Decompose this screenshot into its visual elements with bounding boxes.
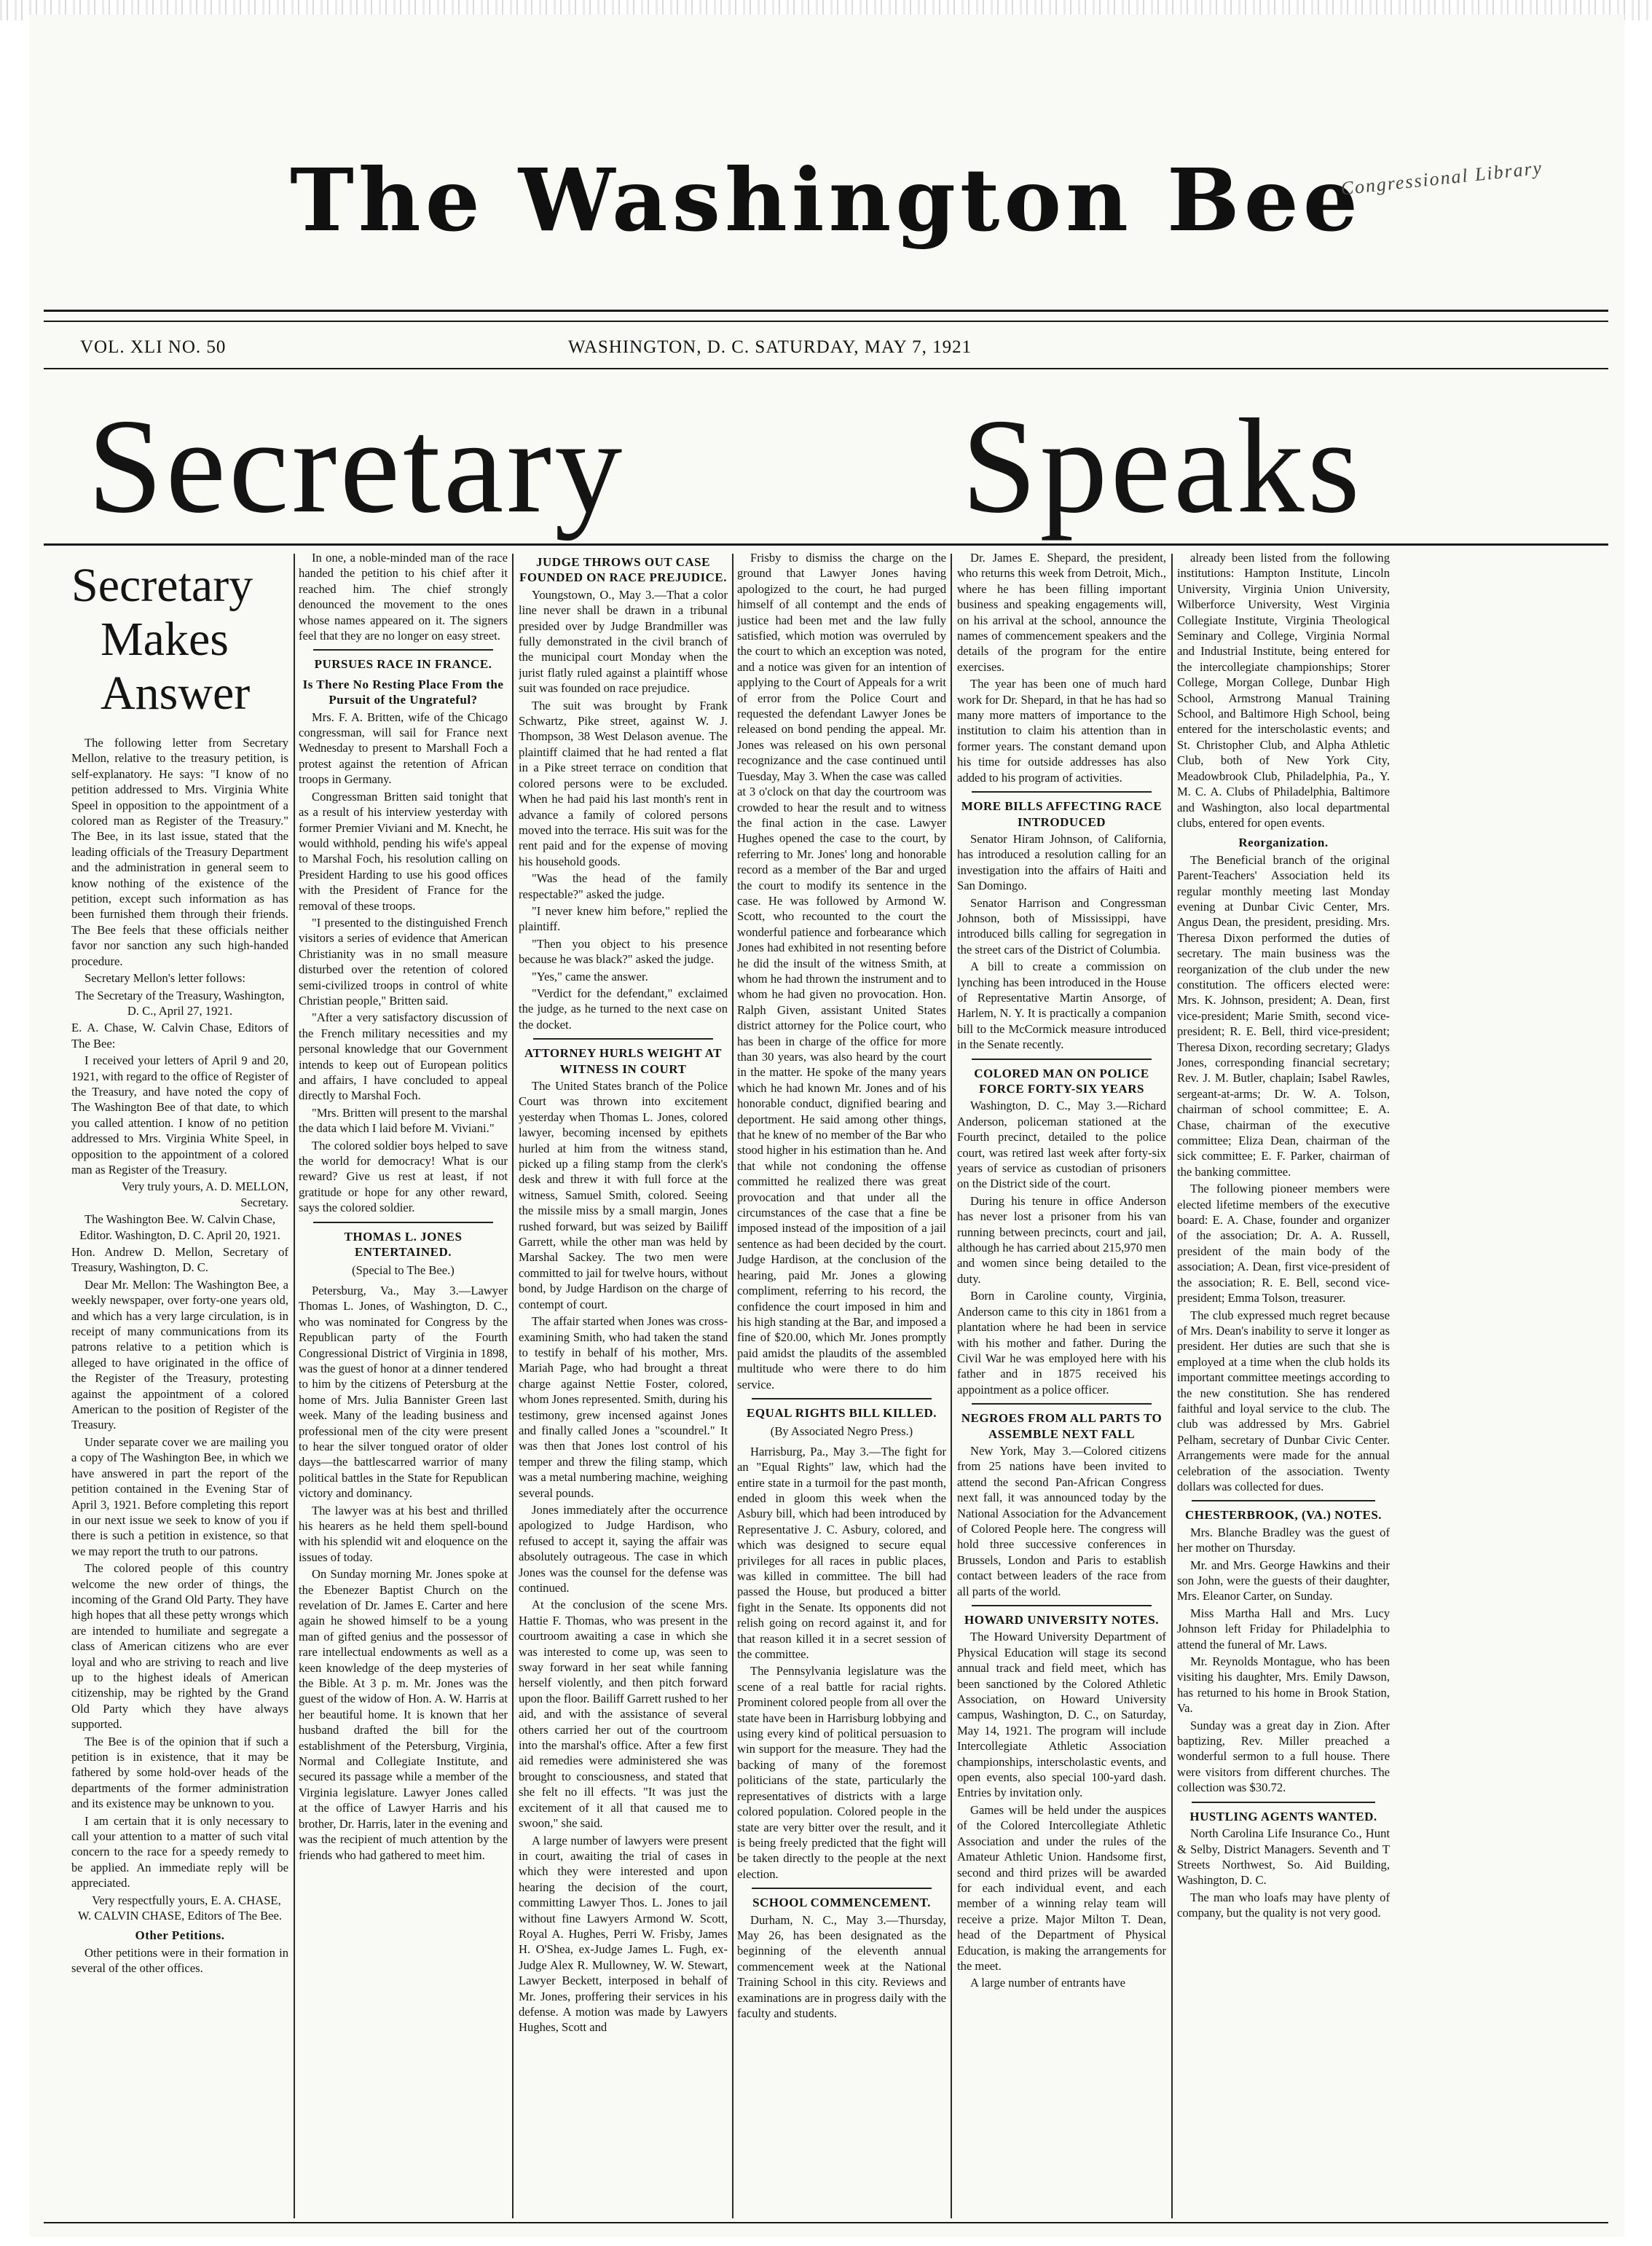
- paragraph: Youngstown, O., May 3.—That a color line never shall be drawn in a tribunal presided over by Judge Brandmiller was fully demonstrated in the civil branch of the municipal court Monday when the jurist flatly ruled against a plaintiff whose suit was founded on race prejudice.: [519, 587, 728, 696]
- letter-signature: Very respectfully yours, E. A. CHASE, W. CALVIN CHASE, Editors of The Bee.: [77, 1893, 283, 1923]
- paragraph: Petersburg, Va., May 3.—Lawyer Thomas L. Jones, of Washington, D. C., who was nominated for Congress by the Republican party of the Fourth Congressional District of Virginia in 1898, was the guest of honor at a dinner tendered to him by the citizens of Petersburg at the home of Mrs. Julia Bannister Green last week. Many of the leading business and professional men of the city were present to hear the silver tongued orator of older days—the battlescarred warrior of many political battles in the State for Republican victory and dominancy.: [299, 1283, 508, 1501]
- paragraph: Durham, N. C., May 3.—Thursday, May 26, has been designated as the beginning of the eleventh annual commencement week at the National Training School in this city. Reviews and examinations are in progress daily with the faculty and students.: [737, 1912, 946, 2020]
- story-subhead: (By Associated Negro Press.): [770, 1424, 913, 1439]
- paragraph: The affair started when Jones was cross-examining Smith, who had taken the stand to testify in behalf of his mother, Mrs. Mariah Page, who had brought a threat charge against Nettie Foster, colored, whom Jones represented. Smith, during his testimony, grew incensed against Jones and finally called Jones a "scoundrel." It was then that Jones lost control of his temper and threw the filing stamp, which was a metal numbering machine, weighing several pounds.: [519, 1314, 728, 1500]
- story-headline: PURSUES RACE IN FRANCE.: [314, 657, 492, 672]
- story-headline: HUSTLING AGENTS WANTED.: [1189, 1809, 1377, 1823]
- story-headline: EQUAL RIGHTS BILL KILLED.: [747, 1405, 937, 1420]
- paragraph: Miss Martha Hall and Mrs. Lucy Johnson left Friday for Philadelphia to attend the funeral of Mr. Laws.: [1177, 1606, 1390, 1652]
- paragraph: Secretary Mellon's letter follows:: [84, 971, 245, 986]
- story-divider: [533, 1038, 713, 1040]
- paragraph: Harrisburg, Pa., May 3.—The fight for an "Equal Rights" law, which had the entire state in a turmoil for the past month, ended in gloom this week when the Asbury bill, which had been introduced by Representative J. C. Asbury, colored, and which was designed to secure equal privileges for all races in public places, was killed in committee. The bill had passed the House, but produced a bitter fight in the Senate. Its opponents did not relish going on record against it, and for that reason killed it in a secret session of the committee.: [737, 1444, 946, 1662]
- paragraph: Mrs. Blanche Bradley was the guest of her mother on Thursday.: [1177, 1525, 1390, 1555]
- library-stamp: Congressional Library: [1340, 157, 1544, 200]
- paragraph: The Beneficial branch of the original Parent-Teachers' Association held its regular monthly meeting last Monday evening at Dunbar Civic Center, Mrs. Angus Dean, the president, presiding. Mrs. Theresa Dixon performed the duties of secretary. The main business was the reorganization of the club under the new constitution. The officers elected were: Mrs. K. Johnson, president; A. Dean, first vice-president; Marie Smith, second vice-president; R. E. Bell, third vice-president; Theresa Dixon, recording secretary; Gladys Jones, corresponding financial secretary; Rev. J. M. Butler, chaplain; Isabel Rawles, sergeant-at-arms; Dr. W. A. Tolson, chairman of school committee; E. A. Chase, chairman of the executive committee; Eliza Dean, chairman of the sick committee; E. F. Parker, chairman of the banking committee.: [1177, 852, 1390, 1179]
- column-1: [71, 550, 288, 2218]
- story-headline: JUDGE THROWS OUT CASE FOUNDED ON RACE PREJUDICE.: [519, 555, 727, 585]
- paragraph: Sunday was a great day in Zion. After baptizing, Rev. Miller preached a wonderful sermon to a full house. There were visitors from different churches. The collection was $30.72.: [1177, 1718, 1390, 1795]
- paragraph: North Carolina Life Insurance Co., Hunt & Selby, District Managers. Seventh and T Streets Northwest, So. Aid Building, Washington, D. C.: [1177, 1826, 1390, 1888]
- masthead-rule-thin: [44, 321, 1608, 322]
- paragraph: The year has been one of much hard work for Dr. Shepard, in that he has had so many more matters of importance to the institution to claim his attention than in former years. The constant demand upon his time for outside addresses has also added to his program of activities.: [957, 677, 1166, 785]
- column-rule: [951, 554, 952, 2218]
- letter-heading: The Secretary of the Treasury, Washington, D. C., April 27, 1921.: [75, 988, 285, 1018]
- paragraph: During his tenure in office Anderson has never lost a prisoner from his van running between precincts, court and jail, although he has carried about 215,970 men and women since being detailed to the duty.: [957, 1193, 1166, 1286]
- paragraph: The following letter from Secretary Mellon, relative to the treasury petition, is self-explanatory. He says: "I know of no petition addressed to Mrs. Virginia White Speel in opposition to the appointment of a colored man as Register of the Treasury." The Bee, in its last issue, stated that the leading officials of the Treasury Department and the administration in general seem to know nothing of the existence of the petition, except such information as has been furnished them through their friends. The Bee feels that these officials neither favor nor sanction any such high-handed procedure.: [71, 736, 288, 968]
- paragraph: Born in Caroline county, Virginia, Anderson came to this city in 1861 from a plantation where he had been in service with his mother and father. During the Civil War he was employed here with his father and in 1875 received his appointment as a police officer.: [957, 1289, 1166, 1397]
- paragraph: "Verdict for the defendant," exclaimed the judge, as he turned to the next case on the docket.: [519, 986, 728, 1032]
- column-rule: [294, 554, 295, 2218]
- page-bottom-rule: [44, 2222, 1608, 2223]
- paragraph: New York, May 3.—Colored citizens from 25 nations have been invited to attend the second Pan-African Congress next fall, it was announced today by the National Association for the Advancement of Colored People here. The congress will hold three successive conferences in Brussels, London and Paris to establish contact between leaders of the race from all parts of the world.: [957, 1443, 1166, 1598]
- paragraph: Games will be held under the auspices of the Colored Intercollegiate Athletic Association and under the rules of the Amateur Athletic Union. Handsome first, second and third prizes will be awarded for each individual event, and each member of a winning relay team will receive a prize. Major Milton T. Dean, head of the Department of Physical Education, is making the arrangements for the meet.: [957, 1802, 1166, 1973]
- paragraph: "Then you object to his presence because he was black?" asked the judge.: [519, 936, 728, 967]
- story-divider: [752, 1398, 932, 1399]
- story-divider: [313, 1222, 493, 1223]
- dateline: WASHINGTON, D. C. SATURDAY, MAY 7, 1921: [568, 337, 972, 357]
- column-4: [737, 550, 946, 2218]
- paragraph: "Yes," came the answer.: [532, 969, 648, 983]
- paragraph: The suit was brought by Frank Schwartz, Pike street, against W. J. Thompson, 38 West Delason avenue. The plaintiff claimed that he had rented a flat in a Pike street terrace on condition that colored persons were to be excluded. When he had paid his last month's rent in advance a family of colored persons moved into the terrace. His suit was for the rent paid and for the expense of moving his household goods.: [519, 698, 728, 868]
- story-headline: CHESTERBROOK, (VA.) NOTES.: [1184, 1508, 1382, 1523]
- article-headline-line2: Makes Answer: [101, 613, 251, 720]
- paragraph: Congressman Britten said tonight that as a result of his interview yesterday with former Premier Viviani and M. Knecht, he would withhold, pending his wife's appeal to Marshal Foch, his resolution calling on President Harding to use his good offices with the President of France for the removal of these troops.: [299, 789, 508, 913]
- column-3: [519, 550, 728, 2218]
- article-headline: [71, 559, 288, 720]
- dateline-rule: [44, 368, 1608, 369]
- column-5: [957, 550, 1166, 2218]
- letter-salutation: E. A. Chase, W. Calvin Chase, Editors of The Bee:: [71, 1021, 288, 1051]
- paragraph: already been listed from the following institutions: Hampton Institute, Lincoln University, Virginia Union University, Wilberforce University, West Virginia Collegiate Institute, Virginia Theological Seminary and College, Virginia Normal and Industrial Institute, being entered for the intercollegiate championships; Storer College, Morgan College, Dunbar High School, Armstrong Manual Training School, and Baltimore High School, being entered for the interscholastic events; and St. Christopher Club, and Alpha Athletic Club, both of New York City, Meadowbrook Club, Philadelphia, Pa., Y. M. C. A. Clubs of Philadelphia, Baltimore and Washington, also local departmental clubs, entered for open events.: [1177, 551, 1390, 830]
- story-divider: [972, 1403, 1152, 1405]
- story-divider: [313, 649, 493, 651]
- paragraph: Mrs. F. A. Britten, wife of the Chicago congressman, will sail for France next Wednesday to present to Marshall Foch a protest against the retention of African troops in Germany.: [299, 710, 508, 787]
- paragraph: Washington, D. C., May 3.—Richard Anderson, policeman stationed at the Fourth precinct, detailed to the police court, was retired last week after forty-six years of service as custodian of prisoners on the District side of the court.: [957, 1099, 1166, 1191]
- paragraph: The colored soldier boys helped to save the world for democracy! What is our reward? Give us rest at least, if not gratitude or hope for any other reward, says the colored soldier.: [299, 1138, 508, 1215]
- paragraph: I received your letters of April 9 and 20, 1921, with regard to the office of Register of the Treasury, and have noted the copy of The Washington Bee of that date, to which you called attention. I know of no petition addressed to Mrs. Virginia White Speel, in opposition to the appointment of a colored man as Register of the Treasury.: [71, 1053, 288, 1177]
- paragraph: Frisby to dismiss the charge on the ground that Lawyer Jones having apologized to the court, he had purged himself of all contempt and the ends of justice had been met and the law fully satisfied, which motion was overruled by the court to which an exception was noted, and a notice was given for an intention of applying to the Court of Appeals for a writ of error from the Police Court and requested the defendant Lawyer Jones be released on bond pending the appeal. Mr. Jones was released on his own personal recognizance and the case continued until Tuesday, May 3. When the case was called at 3 o'clock on that day the courtroom was crowded to hear the result and to witness the final action in the case. Lawyer Hughes opened the case to the court, by referring to Mr. Jones' long and honorable record as a member of the Bar and urged the court to modify its sentence in the case. He was followed by Armond W. Scott, who recounted to the court the wonderful patience and forbearance which Jones had exhibited in not resenting before he did the insult of the witness Smith, at whom he had thrown the instrument and to whom he had given no provocation. Hon. Ralph Given, assistant United States district attorney for the Police court, who has been in charge of the office for more than 30 years, was also heard by the court in the matter. He spoke of the many years which he had known Mr. Jones and of his honorable conduct, dignified bearing and deportment. He said among other things, that he knew of no member of the Bar who stood higher in his estimation than he. And that while not condoning the offense committed he realized there was great provocation and that under all the circumstances of the case that a fine be imposed instead of the imposition of a jail sentence as had been decided by the court. Judge Hardison, at the conclusion of the hearing, paid Mr. Jones a glowing compliment, referring to his record, the confidence the court imposed in him and his high standing at the Bar, and imposed a fine of $20.00, which Mr. Jones promptly paid amidst the plaudits of the assembled multitude who were there to do him service.: [737, 551, 946, 1391]
- paragraph: The colored people of this country welcome the new order of things, the incoming of the Grand Old Party. They have high hopes that all these petty wrongs which are intended to humiliate and segregate a class of American citizens who are ever loyal and who are striving to reach and live up to the highest ideals of American citizenship, may be righted by the Grand Old Party which they have always supported.: [71, 1561, 288, 1732]
- paragraph: The lawyer was at his best and thrilled his hearers as he held them spell-bound with his splendid wit and eloquence on the issues of today.: [299, 1503, 508, 1564]
- paragraph: "After a very satisfactory discussion of the French military necessities and my personal knowledge that our Government intends to keep out of European politics and affairs, I have concluded to appeal directly to Marshal Foch.: [299, 1010, 508, 1103]
- story-headline: COLORED MAN ON POLICE FORCE FORTY-SIX YEARS: [974, 1066, 1149, 1096]
- paragraph: Senator Harrison and Congressman Johnson, both of Mississippi, have introduced bills calling for segregation in the street cars of the District of Columbia.: [957, 895, 1166, 957]
- column-rule: [512, 554, 514, 2218]
- paragraph: In one, a noble-minded man of the race handed the petition to his chief after it reached him. The chief strongly denounced the movement to the ones whose names appeared on it. The signers feel that they are no longer on easy street.: [299, 551, 508, 643]
- paragraph: At the conclusion of the scene Mrs. Hattie F. Thomas, who was present in the courtroom awaiting a case in which she was interested to come up, was seen to sway forward in her seat while fanning herself violently, and then pitch forward upon the floor. Bailiff Garrett rushed to her aid, and with the assistance of several others carried her out of the courtroom into the marshal's office. After a few first aid remedies were administered she was brought to consciousness, and stated that she felt no ill effects. "It was just the excitement of it all that caused me to swoon," she said.: [519, 1598, 728, 1831]
- story-headline: ATTORNEY HURLS WEIGHT AT WITNESS IN COURT: [524, 1046, 722, 1076]
- paragraph: Mr. and Mrs. George Hawkins and their son John, were the guests of their daughter, Mrs. Eleanor Carter, on Sunday.: [1177, 1558, 1390, 1603]
- paragraph: Dear Mr. Mellon: The Washington Bee, a weekly newspaper, over forty-one years old, and which has a very large circulation, is in receipt of many communications from its patrons relative to a petition which is alleged to have originated in the office of the Register of the Treasury, protesting against the appointment of a colored American to the position of Register of the Treasury.: [71, 1277, 288, 1432]
- paragraph: Jones immediately after the occurrence apologized to Judge Hardison, who refused to accept it, saying the affair was absolutely outrageous. The case in which Jones was the counsel for the defense was continued.: [519, 1502, 728, 1595]
- paragraph: "I presented to the distinguished French visitors a series of evidence that American Christianity was in no small measure disturbed over the retention of colored semi-civilized troops in control of white Christian people," Britten said.: [299, 915, 508, 1008]
- paragraph: On Sunday morning Mr. Jones spoke at the Ebenezer Baptist Church on the revelation of Dr. James E. Carter and here again he showed himself to be a young man of gifted genius and the possessor of rare intellectual endowments as well as a keen knowledge of the deep mysteries of the Bible. At 3 p. m. Mr. Jones was the guest of the widow of Hon. A. W. Harris at her beautiful home. It is known that her husband drafted the bill for the establishment of the Petersburg, Virginia, Normal and Collegiate Institute, and secured its passage while a member of the Virginia legislature. Lawyer Jones called at the office of Lawyer Harris and his brother, Dr. Harris, later in the evening and was the recipient of much attention by the friends who had gathered to meet him.: [299, 1567, 508, 1862]
- letter-heading: The Washington Bee. W. Calvin Chase, Editor. Washington, D. C. April 20, 1921.: [79, 1212, 280, 1242]
- paragraph: The following pioneer members were elected lifetime members of the executive board: E. A. Chase, founder and organizer of the association; Dr. A. A. Russell, president of the main body of the association; A. Dean, first vice-president of the association; R. E. Bell, second vice-president; Emma Tolson, treasurer.: [1177, 1182, 1390, 1305]
- story-subhead: Is There No Resting Place From the Pursuit of the Ungrateful?: [302, 677, 504, 707]
- paragraph: Under separate cover we are mailing you a copy of The Washington Bee, in which we have answered in part the report of the petition contained in the Evening Star of April 3, 1921. Before completing this report in our next issue we seek to know of you if there is such a petition in existence, so that we may report the truth to our patrons.: [71, 1434, 288, 1558]
- banner-headline: [0, 393, 1652, 539]
- paragraph: Dr. James E. Shepard, the president, who returns this week from Detroit, Mich., where he has been filling important business and speaking engagements will, on his arrival at the school, announce the names of commencement speakers and the details of the program for the entire exercises.: [957, 551, 1166, 674]
- column-2: [299, 550, 508, 2218]
- story-divider: [1192, 1500, 1375, 1501]
- banner-rule: [44, 543, 1608, 546]
- paragraph: "Was the head of the family respectable?" asked the judge.: [519, 871, 728, 901]
- story-headline: HOWARD UNIVERSITY NOTES.: [964, 1613, 1159, 1627]
- paragraph: A large number of lawyers were present in court, awaiting the trial of cases in which they were interested and upon hearing the decision of the court, committing Lawyer Thos. L. Jones to jail without fine Lawyers Armond W. Scott, Royal A. Hughes, Perri W. Frisby, James H. O'Shea, ex-Judge James L. Fugh, ex-Judge Alex R. Mullowney, W. W. Stewart, Lawyer Beckett, interposed in behalf of Mr. Jones, proffering their services in his defense. A motion was made by Lawyers Hughes, Scott and: [519, 1833, 728, 2035]
- paragraph: Mr. Reynolds Montague, who has been visiting his daughter, Mrs. Emily Dawson, has returned to his home in Brook Station, Va.: [1177, 1654, 1390, 1716]
- banner-headline-left: Secretary: [87, 391, 626, 541]
- subhead: Reorganization.: [1238, 836, 1329, 850]
- subhead: Other Petitions.: [135, 1928, 225, 1943]
- paragraph: Senator Hiram Johnson, of California, has introduced a resolution calling for an investigation into the affairs of Haiti and San Domingo.: [957, 831, 1166, 893]
- volume-number: VOL. XLI NO. 50: [80, 337, 227, 357]
- banner-headline-right: Speaks: [961, 391, 1363, 541]
- paragraph: The Pennsylvania legislature was the scene of a real battle for racial rights. Prominent colored people from all over the state have been in Harrisburg lobbying and using every kind of political persuasion to win support for the measure. They had the backing of many of the foremost politicians of the state, particularly the representatives of districts with a large colored population. Colored people in the state are very bitter over the result, and it is being freely predicted that the fight will be taken directly to the people at the next election.: [737, 1664, 946, 1881]
- paragraph: The Howard University Department of Physical Education will stage its second annual track and field meet, which has been sanctioned by the Colored Athletic Association, on Howard University campus, Washington, D. C., on Saturday, May 14, 1921. The program will include Intercollegiate Athletic Association championships, interscholastic events, and open events, also special 100-yard dash. Entries by invitation only.: [957, 1630, 1166, 1800]
- story-headline: NEGROES FROM ALL PARTS TO ASSEMBLE NEXT FALL: [961, 1411, 1163, 1441]
- paragraph: The man who loafs may have plenty of company, but the quality is not very good.: [1177, 1890, 1390, 1920]
- paragraph: A bill to create a commission on lynching has been introduced in the House of Representative Martin Ansorge, of Harlem, N. Y. It is practically a companion bill to the McCormick measure introduced in the Senate recently.: [957, 959, 1166, 1052]
- story-subhead: (Special to The Bee.): [352, 1263, 455, 1278]
- story-divider: [972, 791, 1152, 793]
- paragraph: I am certain that it is only necessary to call your attention to a matter of such vital concern to the race for a speedy remedy to be applied. An immediate reply will be appreciated.: [71, 1813, 288, 1890]
- column-6: [1177, 550, 1390, 2218]
- story-divider: [1192, 1802, 1375, 1803]
- story-headline: SCHOOL COMMENCEMENT.: [752, 1896, 931, 1910]
- story-divider: [972, 1605, 1152, 1606]
- story-divider: [752, 1888, 932, 1889]
- letter-salutation: Hon. Andrew D. Mellon, Secretary of Treasury, Washington, D. C.: [71, 1245, 288, 1275]
- paragraph: The Bee is of the opinion that if such a petition is in existence, that it may be fathered by some hold-over heads of the departments of the former administration and its existence may be unknown to you.: [71, 1734, 288, 1811]
- story-headline: THOMAS L. JONES ENTERTAINED.: [344, 1229, 463, 1260]
- column-rule: [1171, 554, 1173, 2218]
- paragraph: The club expressed much regret because of Mrs. Dean's inability to serve it longer as president. Her duties are such that she is employed at a time when the club holds its important committee meetings according to the new constitution. She has rendered faithful and loyal service to the club. The club was addressed by Mrs. Gabriel Pelham, secretary of Dunbar Civic Center. Arrangements were made for the annual celebration of the association. Twenty dollars was collected for dues.: [1177, 1308, 1390, 1493]
- masthead-title: The Washington Bee: [290, 149, 1362, 251]
- column-rule: [732, 554, 733, 2218]
- article-headline-line1: Secretary: [71, 559, 253, 612]
- paragraph: "I never knew him before," replied the plaintiff.: [519, 903, 728, 934]
- masthead-rule: [44, 310, 1608, 312]
- paragraph: The United States branch of the Police Court was thrown into excitement yesterday when Thomas L. Jones, colored lawyer, becoming incensed by epithets hurled at him from the witness stand, picked up a filing stamp from the clerk's desk and threw it with full force at the witness, Samuel Smith, colored. Seeing the missile miss by a small margin, Jones rushed forward, but was seized by Bailiff Garrett, while the other man was held by Marshal Sackey. The two men were committed to jail for twelve hours, without bond, by Judge Hardison on the charge of contempt of court.: [519, 1079, 728, 1311]
- story-headline: MORE BILLS AFFECTING RACE INTRODUCED: [961, 799, 1163, 829]
- letter-signature: Very truly yours, A. D. MELLON, Secretary.: [121, 1179, 288, 1209]
- paragraph: Other petitions were in their formation in several of the other offices.: [71, 1945, 288, 1976]
- paragraph: A large number of entrants have: [970, 1976, 1126, 1990]
- story-divider: [972, 1059, 1152, 1060]
- paragraph: "Mrs. Britten will present to the marshal the data which I laid before M. Viviani.": [299, 1105, 508, 1136]
